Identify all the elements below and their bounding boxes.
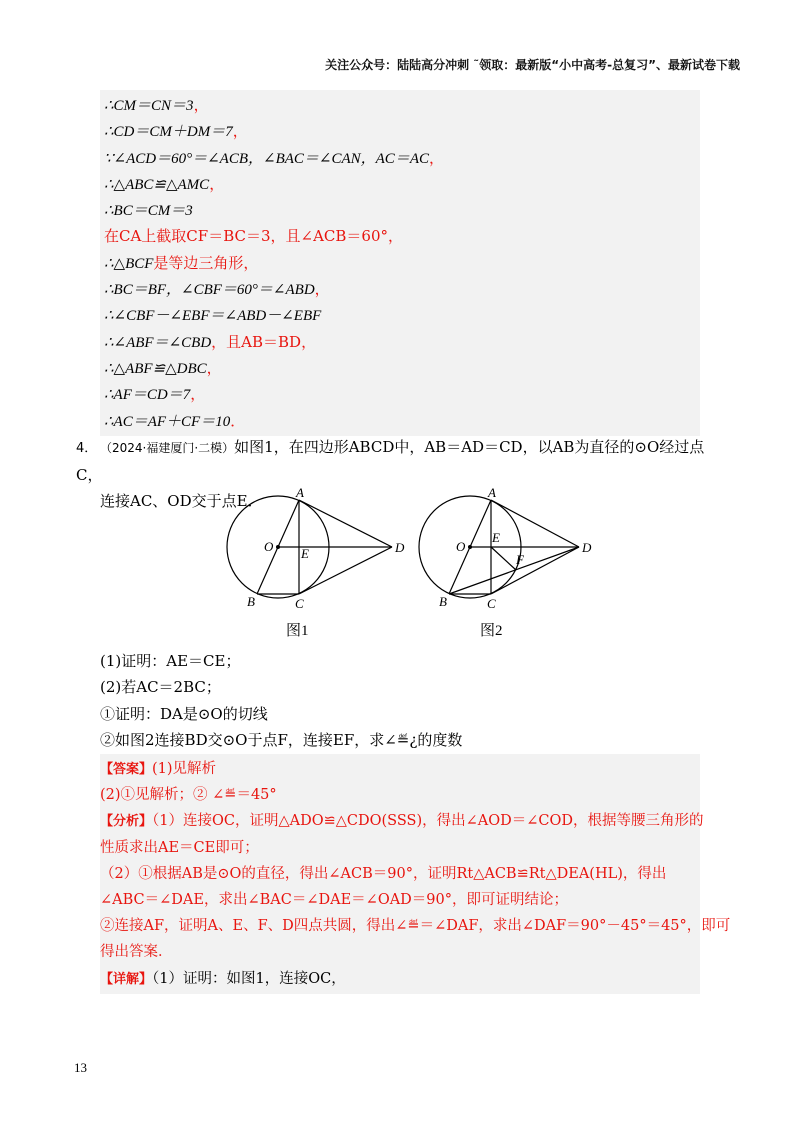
proof-line: ∴∠CBF－∠EBF＝∠ABD－∠EBF <box>104 308 322 325</box>
previous-proof-block <box>100 90 700 436</box>
label-c-fig1: C <box>295 596 304 611</box>
proof-line: ∴△BCF是等边三角形， <box>104 253 259 272</box>
analysis-line-6: 得出答案． <box>100 944 173 961</box>
label-o-fig2: O <box>456 539 466 554</box>
part-2-1: ①证明：DA是⊙O的切线 <box>100 704 268 723</box>
analysis-tag: 【分析】 <box>100 814 153 830</box>
proof-line: ∴∠ABF＝∠CBD，且AB＝BD， <box>104 332 317 351</box>
question-text-line2: 连接AC、OD交于点E． <box>100 492 263 510</box>
caption-fig1: 图1 <box>286 623 309 639</box>
proof-line: 在CA上截取CF＝BC＝3，且∠ACB＝60°， <box>104 227 404 246</box>
label-f-fig2: F <box>516 552 524 567</box>
analysis-line-1: 【分析】（1）连接OC，证明△ADO≌△CDO(SSS)，得出∠AOD＝∠COD，根据等腰三角形的 <box>100 813 704 830</box>
label-b-fig2: B <box>439 594 447 609</box>
question-parts <box>100 648 700 753</box>
answer-line-1: 【答案】(1)见解析 <box>100 761 217 777</box>
label-e-fig1: E <box>301 546 309 561</box>
segment-bd-fig2 <box>449 547 579 594</box>
answer-line-2: (2)①见解析；② ∠≝＝45° <box>100 787 277 804</box>
label-a-fig2: A <box>488 485 496 500</box>
detail-line-1: 【详解】（1）证明：如图1，连接OC， <box>100 970 346 987</box>
caption-fig2: 图2 <box>480 623 503 639</box>
figure-2 <box>419 496 579 598</box>
center-dot-fig1 <box>276 545 280 549</box>
detail-tag: 【详解】 <box>100 971 153 987</box>
figure-1 <box>227 496 392 598</box>
proof-line: ∵∠ACD＝60°＝∠ACB，∠BAC＝∠CAN，AC＝AC， <box>104 148 444 167</box>
analysis-line-2: 性质求出AE＝CE即可； <box>100 839 259 856</box>
label-o-fig1: O <box>264 539 274 554</box>
answer-block <box>100 754 731 994</box>
geometry-figures <box>222 484 612 644</box>
question-text-line1: 如图1，在四边形ABCD中，AB＝AD＝CD，以AB为直径的⊙O经过点C， <box>76 438 705 484</box>
page-header: 关注公众号：陆陆高分冲刺 ˜领取：最新版“小中高考-总复习”、最新试卷下载 <box>325 58 740 72</box>
analysis-line-3: （2）①根据AB是⊙O的直径，得出∠ACB＝90°，证明Rt△ACB≌Rt△DEA(HL)，得出 <box>100 865 667 882</box>
answer-tag: 【答案】 <box>100 762 153 777</box>
segment-ad-fig2 <box>491 500 579 547</box>
label-d-fig2: D <box>582 540 592 555</box>
proof-line: ∴CM＝CN＝3， <box>104 96 209 114</box>
label-e-fig2: E <box>492 530 500 545</box>
analysis-line-4: ∠ABC＝∠DAE，求出∠BAC＝∠DAE＝∠OAD＝90°，即可证明结论； <box>100 891 569 908</box>
analysis-line-5: ②连接AF，证明A、E、F、D四点共圆，得出∠≝＝∠DAF，求出∠DAF＝90°－45°＝45°，即可 <box>100 918 731 935</box>
question-source: （2024·福建厦门·二模） <box>100 441 235 455</box>
segment-ef-fig2 <box>491 547 516 570</box>
proof-line: ∴△ABC≌△AMC， <box>104 174 225 193</box>
proof-line: ∴AF＝CD＝7， <box>104 385 206 404</box>
segment-ad-fig1 <box>299 500 392 547</box>
label-c-fig2: C <box>487 596 496 611</box>
figures-svg <box>222 484 612 644</box>
page-number: 13 <box>74 1060 87 1075</box>
proof-line: ∴AC＝AF＋CF＝10． <box>104 411 246 430</box>
segment-cd-fig1 <box>299 547 392 594</box>
part-1: (1)证明：AE＝CE； <box>100 652 241 670</box>
segment-cd-fig2 <box>491 547 579 594</box>
label-a-fig1: A <box>296 485 304 500</box>
center-dot-fig2 <box>468 545 472 549</box>
question-number: 4． <box>76 441 98 456</box>
proof-line: ∴BC＝CM＝3 <box>104 203 193 220</box>
label-d-fig1: D <box>395 540 405 555</box>
proof-line: ∴△ABF≌△DBC， <box>104 358 222 377</box>
proof-line: ∴CD＝CM＋DM＝7， <box>104 122 248 141</box>
proof-line: ∴BC＝BF，∠CBF＝60°＝∠ABD， <box>104 280 330 299</box>
part-2-2: ②如图2连接BD交⊙O于点F，连接EF，求∠≝¿的度数 <box>100 730 463 749</box>
part-2: (2)若AC＝2BC； <box>100 678 221 697</box>
label-b-fig1: B <box>247 594 255 609</box>
